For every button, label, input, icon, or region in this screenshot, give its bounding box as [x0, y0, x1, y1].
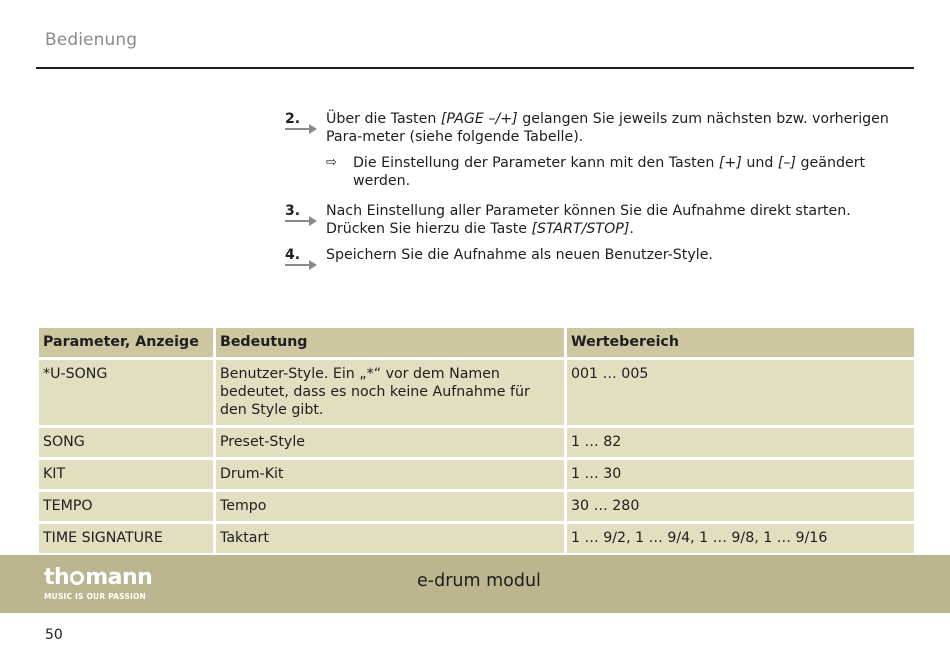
step-text-part: Über die Tasten [326, 111, 441, 127]
instruction-steps [285, 110, 900, 272]
table-cell: 1 … 30 [567, 460, 914, 489]
key-label: [–] [777, 155, 797, 171]
table-cell: 1 … 82 [567, 428, 914, 457]
table-cell: Drum-Kit [216, 460, 564, 489]
step-text-part: Nach Einstellung aller Parameter können Sie die Aufnahme direkt starten. Drücken Sie hierzu die Taste [326, 203, 851, 237]
column-header: Bedeutung [216, 328, 564, 357]
table-cell: Taktart [216, 524, 564, 553]
step-2 [285, 110, 900, 146]
key-label: [PAGE –/+] [440, 111, 518, 127]
step-text-part: gelangen Sie jeweils zum nächsten bzw. vorherigen Para-meter (siehe folgende Tabelle). [326, 111, 889, 145]
column-header: Parameter, Anzeige [39, 328, 213, 357]
result-text-part: geändert werden. [353, 155, 866, 189]
result-note [285, 154, 900, 190]
table-cell: TEMPO [39, 492, 213, 521]
key-label: [START/STOP] [531, 221, 630, 237]
table-cell: SONG [39, 428, 213, 457]
step-3 [285, 202, 900, 238]
key-label: [+] [718, 155, 742, 171]
logo-text: mann [85, 565, 153, 590]
table-cell: *U-SONG [39, 360, 213, 425]
result-text-part: und [741, 155, 778, 171]
table-cell: 001 … 005 [567, 360, 914, 425]
table-cell: Preset-Style [216, 428, 564, 457]
logo-tagline: MUSIC IS OUR PASSION [44, 592, 147, 601]
step-arrow-icon [285, 216, 317, 226]
product-title: e-drum modul [417, 571, 541, 591]
step-number: 2. [285, 111, 301, 127]
step-number: 3. [285, 203, 301, 219]
logo-o-icon [70, 571, 84, 585]
thomann-logo [44, 567, 152, 601]
section-header: Bedienung [45, 30, 138, 50]
step-text [326, 203, 851, 237]
table-row [39, 428, 914, 457]
logo-wordmark [44, 567, 152, 589]
page-number: 50 [45, 627, 63, 643]
table-row [39, 360, 914, 425]
footer-band [0, 555, 950, 613]
table-cell: 1 … 9/2, 1 … 9/4, 1 … 9/8, 1 … 9/16 [567, 524, 914, 553]
logo-text: th [44, 565, 70, 590]
column-header: Wertebereich [567, 328, 914, 357]
table-header-row [39, 328, 914, 357]
table-row [39, 460, 914, 489]
step-4 [285, 246, 900, 264]
table-cell: KIT [39, 460, 213, 489]
step-number: 4. [285, 247, 301, 263]
table-row [39, 524, 914, 553]
step-text-part: . [629, 221, 634, 237]
parameter-table [36, 325, 917, 556]
table-cell: Tempo [216, 492, 564, 521]
arrow-result-icon: ⇨ [326, 155, 337, 170]
table-cell: 30 … 280 [567, 492, 914, 521]
step-arrow-icon [285, 260, 317, 270]
step-text [326, 111, 889, 145]
table-row [39, 492, 914, 521]
header-divider [36, 67, 914, 69]
result-text-part: Die Einstellung der Parameter kann mit den Tasten [353, 155, 719, 171]
table-cell: TIME SIGNATURE [39, 524, 213, 553]
step-arrow-icon [285, 124, 317, 134]
step-text: Speichern Sie die Aufnahme als neuen Benutzer-Style. [326, 247, 713, 263]
table-cell: Benutzer-Style. Ein „*“ vor dem Namen bedeutet, dass es noch keine Aufnahme für den Style gibt. [216, 360, 564, 425]
